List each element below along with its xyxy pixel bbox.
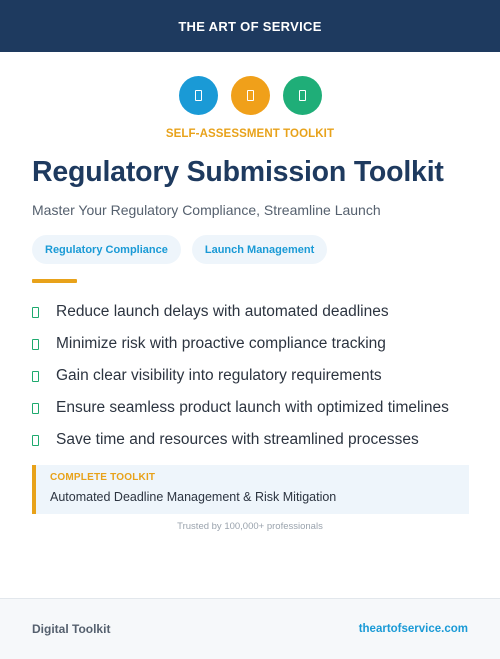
blue-circle-badge (179, 76, 218, 115)
feature-item (32, 424, 482, 456)
document-icon (195, 90, 202, 101)
feature-text: Minimize risk with proactive compliance tracking (56, 335, 386, 352)
icon-row (0, 76, 500, 115)
feature-item (32, 392, 482, 424)
feature-item (32, 360, 482, 392)
trust-note: Trusted by 100,000+ professionals (177, 521, 323, 532)
tag-list (32, 235, 327, 264)
feature-item (32, 328, 482, 360)
footer-label: Digital Toolkit (32, 622, 111, 636)
callout-text: Automated Deadline Management & Risk Mitigation (50, 490, 337, 504)
orange-circle-badge (231, 76, 270, 115)
tag-launch-management: Launch Management (192, 235, 327, 264)
callout-label: COMPLETE TOOLKIT (50, 472, 156, 483)
check-icon (32, 403, 39, 414)
green-circle-badge (283, 76, 322, 115)
document-icon (247, 90, 254, 101)
page-title: Regulatory Submission Toolkit (32, 156, 444, 188)
page-subtitle: Master Your Regulatory Compliance, Streamline Launch (32, 202, 381, 218)
check-icon (32, 339, 39, 350)
feature-text: Save time and resources with streamlined processes (56, 431, 419, 448)
footer-website-link[interactable]: theartofservice.com (358, 623, 468, 635)
document-icon (299, 90, 306, 101)
check-icon (32, 435, 39, 446)
toolkit-callout (32, 465, 469, 514)
top-banner (0, 0, 500, 52)
feature-list (32, 296, 482, 456)
brand-name: THE ART OF SERVICE (178, 18, 322, 34)
accent-divider (32, 279, 77, 283)
tag-regulatory-compliance: Regulatory Compliance (32, 235, 181, 264)
feature-text: Ensure seamless product launch with optimized timelines (56, 399, 449, 416)
footer (0, 598, 500, 659)
feature-item (32, 296, 482, 328)
check-icon (32, 307, 39, 318)
feature-text: Reduce launch delays with automated deadlines (56, 303, 389, 320)
feature-text: Gain clear visibility into regulatory requirements (56, 367, 382, 384)
check-icon (32, 371, 39, 382)
toolkit-kicker: SELF-ASSESSMENT TOOLKIT (165, 128, 335, 140)
